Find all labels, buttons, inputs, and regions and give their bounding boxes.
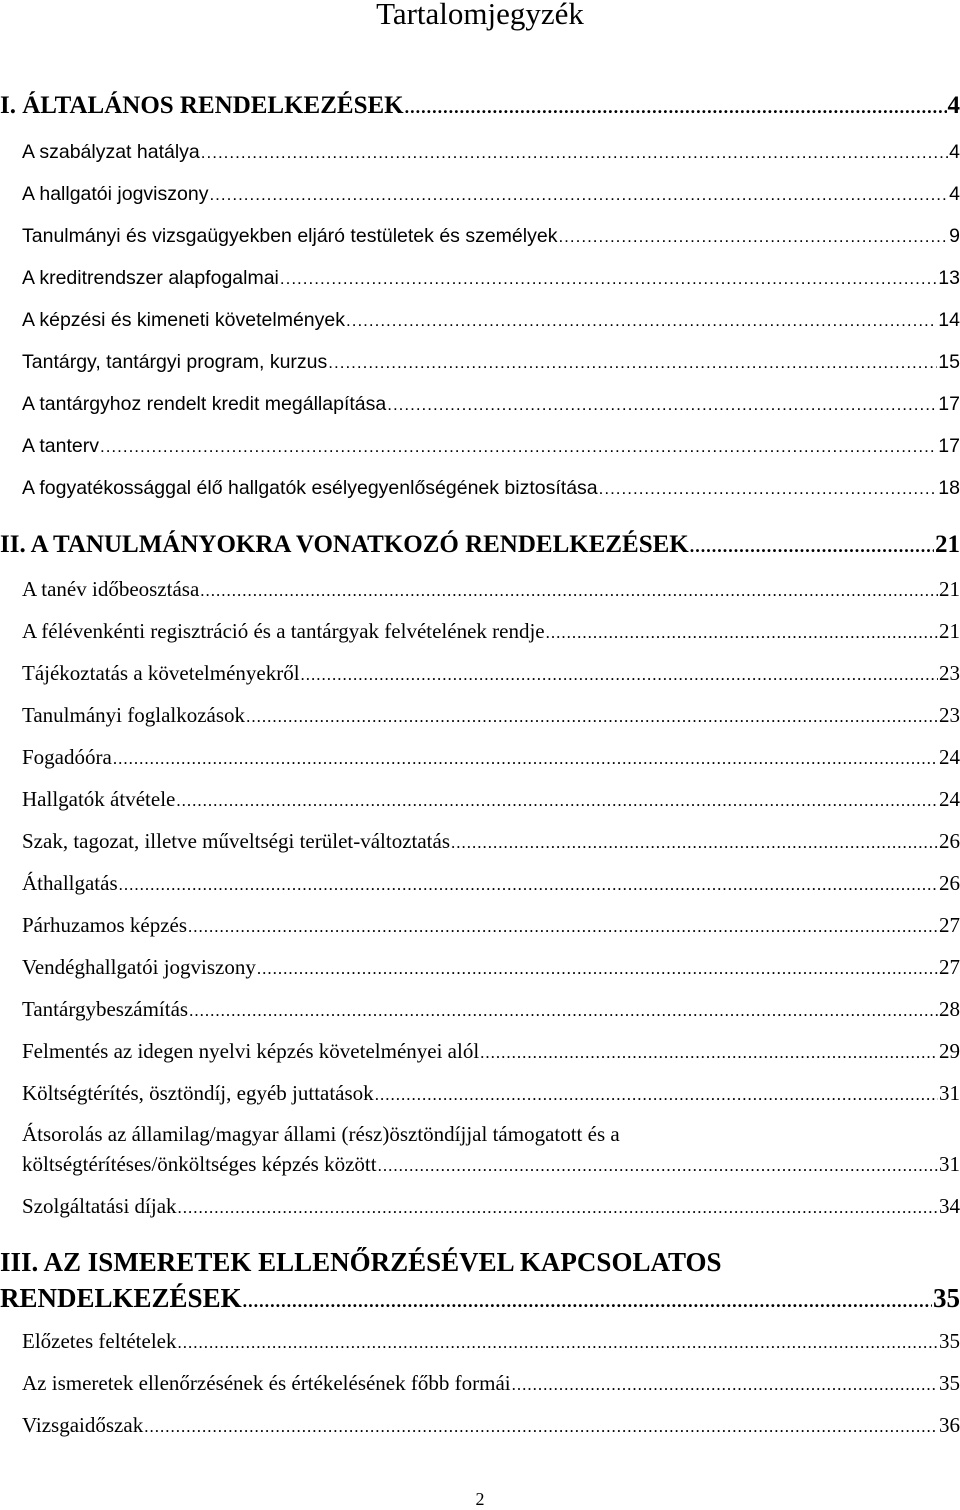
toc-page-number: 4 [948,91,960,121]
toc-item-text: A tantárgyhoz rendelt kredit megállapítása [22,391,386,417]
toc-page-number: 21 [939,618,960,644]
toc-item[interactable] [0,1038,960,1066]
toc-item[interactable] [0,702,960,730]
toc-leader [512,1372,938,1398]
toc-item-text: A kreditrendszer alapfogalmai [22,265,279,291]
toc-leader [378,1153,938,1179]
toc-item[interactable] [0,996,960,1024]
toc-leader [188,914,938,940]
toc-item-text: Párhuzamos képzés [22,912,187,938]
toc-leader [119,872,938,898]
toc-leader [558,224,948,250]
toc-item[interactable] [0,349,960,376]
toc-item[interactable] [0,786,960,814]
toc-item-text: Fogadóóra [22,744,112,770]
toc-leader [375,1082,938,1108]
toc-item-text: Tanulmányi foglalkozások [22,702,245,728]
toc-page-number: 36 [939,1412,960,1438]
toc-item[interactable] [0,1412,960,1440]
toc-page-number: 21 [935,530,960,560]
toc-page-number: 9 [949,223,960,249]
toc-leader [280,266,937,292]
toc-item[interactable] [0,1370,960,1398]
toc-leader [144,1414,938,1440]
toc-heading-text: RENDELKEZÉSEK [0,1282,242,1314]
toc-leader [246,704,938,730]
toc-item-text: Tantárgybeszámítás [22,996,188,1022]
toc-page-number: 17 [938,433,960,459]
toc-leader [243,1285,932,1317]
toc-page-number: 34 [939,1193,960,1219]
toc-leader [301,662,938,688]
toc-leader [405,92,947,122]
toc-leader [480,1040,938,1066]
toc-item-text: Vendéghallgatói jogviszony [22,954,256,980]
toc-leader [200,578,938,604]
toc-item[interactable] [0,828,960,856]
toc-item-text: A félévenkénti regisztráció és a tantárgyak felvételének rendje [22,618,545,644]
toc-leader [100,434,937,460]
toc-page-number: 21 [939,576,960,602]
toc-leader [451,830,938,856]
toc-leader [546,620,938,646]
toc-leader [387,392,937,418]
toc-leader [178,1330,939,1356]
toc-item[interactable] [0,954,960,982]
toc-item-text: A szabályzat hatálya [22,139,200,165]
toc-item-text: Az ismeretek ellenőrzésének és értékelésének főbb formái [22,1370,511,1396]
toc-page-number: 15 [938,349,960,375]
toc-item-text-line2: költségtérítéses/önköltséges képzés között [22,1151,377,1177]
toc-leader [176,788,938,814]
toc-item-text: Tantárgy, tantárgyi program, kurzus [22,349,327,375]
toc-page-number: 23 [939,702,960,728]
toc-page-number: 23 [939,660,960,686]
toc-item-text: Felmentés az idegen nyelvi képzés követelményei alól [22,1038,479,1064]
toc-item-text: A hallgatói jogviszony [22,181,208,207]
toc-page-number: 27 [939,912,960,938]
toc-item[interactable] [0,475,960,502]
toc-page-number: 4 [949,139,960,165]
toc-item[interactable] [0,744,960,772]
toc-item-text: A tanév időbeosztása [22,576,199,602]
toc-item-text: Tájékoztatás a követelményekről [22,660,300,686]
toc-item-text: Költségtérítés, ösztöndíj, egyéb juttatások [22,1080,374,1106]
toc-item[interactable] [0,576,960,604]
toc-heading-text: I. ÁLTALÁNOS RENDELKEZÉSEK [0,91,404,121]
toc-item[interactable] [0,870,960,898]
toc-leader [257,956,938,982]
toc-item-text: Szolgáltatási díjak [22,1193,177,1219]
toc-item[interactable] [0,433,960,460]
toc-item[interactable] [0,912,960,940]
toc-leader [328,350,937,376]
toc-page-number: 35 [933,1282,960,1314]
toc-heading-section-2[interactable] [0,530,960,561]
toc-page-number: 29 [939,1038,960,1064]
toc-page-number: 4 [949,181,960,207]
toc-page-number: 31 [939,1151,960,1177]
toc-item-text: A képzési és kimeneti követelmények [22,307,345,333]
toc-leader [178,1195,938,1221]
toc-page-number: 13 [938,265,960,291]
toc-item-text: A tanterv [22,433,99,459]
toc-item-text: A fogyatékossággal élő hallgatók esélyegyenlőségének biztosítása [22,475,598,501]
toc-item[interactable] [0,391,960,418]
toc-item-text-line1[interactable]: Átsorolás az államilag/magyar állami (rész)ösztöndíjjal támogatott és a [22,1121,620,1147]
page-number: 2 [0,1488,960,1510]
toc-page-number: 24 [939,744,960,770]
toc-page-number: 26 [939,870,960,896]
toc-leader [599,476,938,502]
toc-item-text: Vizsgaidőszak [22,1412,143,1438]
toc-leader [201,140,948,166]
toc-item[interactable] [0,660,960,688]
toc-item[interactable] [0,223,960,250]
toc-item[interactable] [0,1080,960,1108]
toc-item-text: Tanulmányi és vizsgaügyekben eljáró testületek és személyek [22,223,557,249]
toc-page-number: 31 [939,1080,960,1106]
toc-leader [189,998,938,1024]
toc-item[interactable] [0,1193,960,1221]
toc-heading-section-3[interactable] [0,1282,960,1317]
toc-item[interactable] [0,1151,960,1179]
toc-heading-text: II. A TANULMÁNYOKRA VONATKOZÓ RENDELKEZÉSEK [0,530,689,560]
toc-page-number: 18 [938,475,960,501]
toc-page-number: 14 [938,307,960,333]
toc-page-number: 35 [939,1370,960,1396]
toc-leader [346,308,937,334]
toc-page-number: 17 [938,391,960,417]
toc-item[interactable] [0,139,960,166]
toc-item-text: Hallgatók átvétele [22,786,175,812]
toc-leader [209,182,948,208]
toc-item[interactable] [0,1328,960,1356]
toc-page-number: 35 [939,1328,960,1354]
toc-item-text: Áthallgatás [22,870,118,896]
toc-heading-section-3-line1[interactable]: III. AZ ISMERETEK ELLENŐRZÉSÉVEL KAPCSOLATOS [0,1246,722,1278]
toc-page-number: 27 [939,954,960,980]
toc-item[interactable] [0,618,960,646]
page-title: Tartalomjegyzék [0,0,960,36]
toc-item[interactable] [0,181,960,208]
toc-page-number: 26 [939,828,960,854]
toc-page-number: 24 [939,786,960,812]
toc-item[interactable] [0,265,960,292]
toc-item-text: Szak, tagozat, illetve műveltségi terület-változtatás [22,828,450,854]
toc-page-number: 28 [939,996,960,1022]
toc-item[interactable] [0,307,960,334]
toc-leader [690,531,934,561]
toc-heading-section-1[interactable] [0,91,960,122]
toc-leader [113,746,938,772]
toc-item-text: Előzetes feltételek [22,1328,177,1354]
